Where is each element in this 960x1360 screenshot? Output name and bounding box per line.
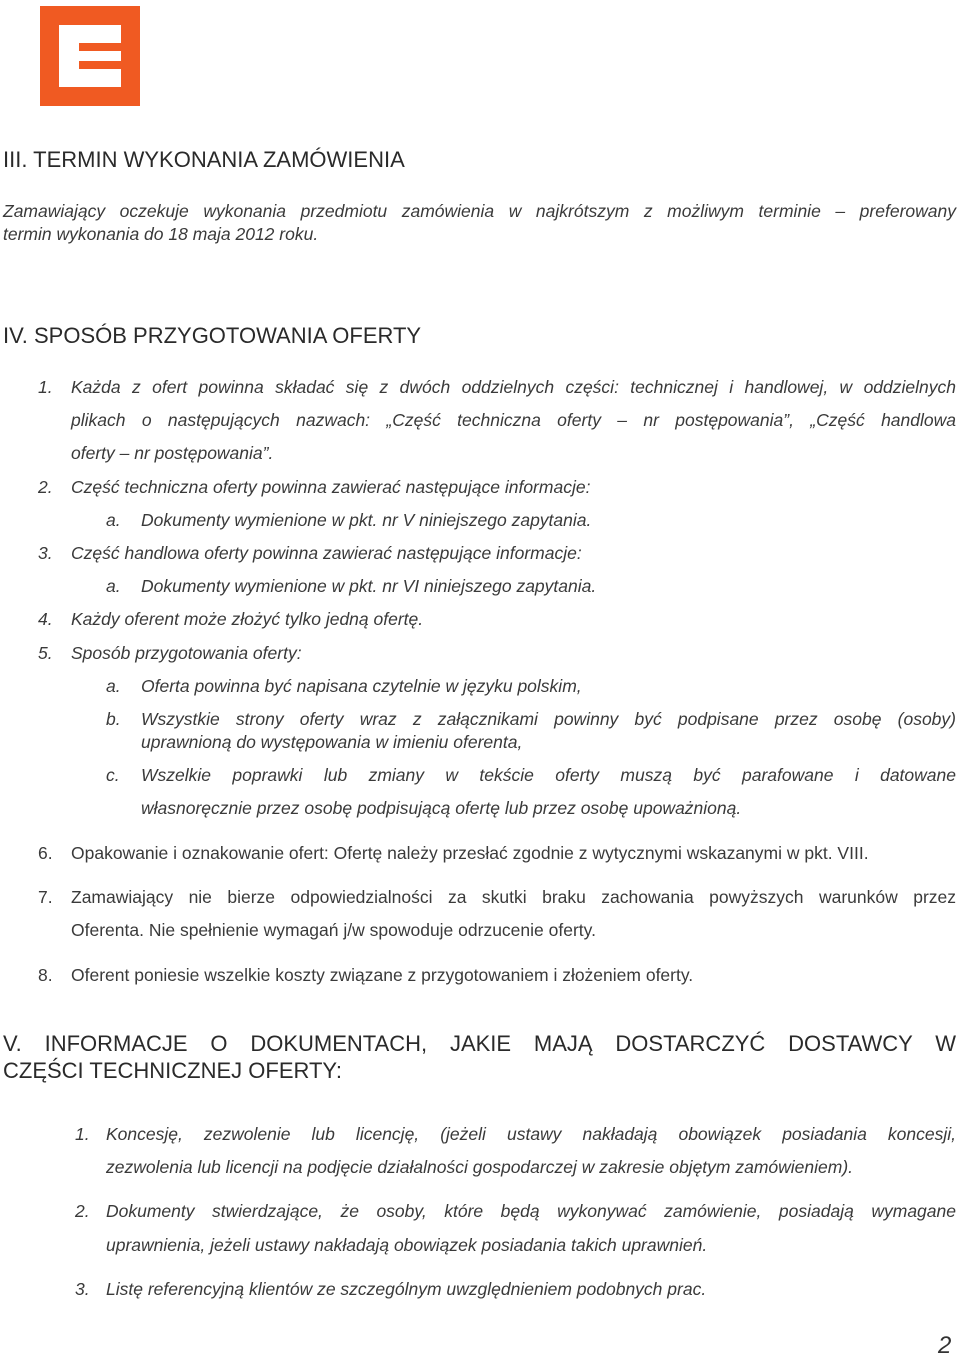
section-3-title: III. TERMIN WYKONANIA ZAMÓWIENIA (3, 147, 405, 172)
list-item-number: 8. (38, 965, 53, 985)
list-item-line: uprawnienia, jeżeli ustawy nakładają obowiązek posiadania takich uprawnień. (106, 1235, 708, 1255)
list-item-number: 2. (75, 1201, 90, 1221)
list-item-line: oferty – nr postępowania”. (71, 443, 274, 463)
page-number: 2 (938, 1332, 952, 1359)
list-item-number: 7. (38, 887, 53, 907)
sub-item-line: Dokumenty wymienione w pkt. nr VI niniejszego zapytania. (141, 576, 597, 596)
list-item-line: Część techniczna oferty powinna zawierać następujące informacje: (71, 477, 591, 497)
list-item-line: Koncesję, zezwolenie lub licencję, (jeżeli ustawy nakładają obowiązek posiadania koncesji, (106, 1124, 956, 1144)
list-item-line: Listę referencyjną klientów ze szczególnym uwzględnieniem podobnych prac. (106, 1279, 707, 1299)
section-5-title-line-2: CZĘŚCI TECHNICZNEJ OFERTY: (3, 1058, 343, 1083)
sub-item-letter: c. (106, 765, 120, 785)
section-3-line-1: Zamawiający oczekuje wykonania przedmiotu zamówienia w najkrótszym z możliwym terminie – preferowany (3, 201, 956, 221)
list-item-number: 1. (75, 1124, 90, 1144)
company-logo-icon (40, 6, 140, 106)
list-item-number: 2. (38, 477, 53, 497)
sub-item-letter: a. (106, 576, 121, 596)
list-item-line: Dokumenty stwierdzające, że osoby, które będą wykonywać zamówienie, posiadają wymagane (106, 1201, 956, 1221)
sub-item-line: Oferta powinna być napisana czytelnie w języku polskim, (141, 676, 582, 696)
list-item-line: Zamawiający nie bierze odpowiedzialności za skutki braku zachowania powyższych warunków przez (71, 887, 956, 907)
sub-item-letter: a. (106, 676, 121, 696)
sub-item-line: Dokumenty wymienione w pkt. nr V niniejszego zapytania. (141, 510, 592, 530)
list-item-line: Każda z ofert powinna składać się z dwóch oddzielnych części: technicznej i handlowej, w oddzielnych (71, 377, 956, 397)
sub-item-line: własnoręcznie przez osobę podpisującą ofertę lub przez osobę upoważnioną. (141, 798, 742, 818)
sub-item-line: Wszelkie poprawki lub zmiany w tekście oferty muszą być parafowane i datowane (141, 765, 956, 785)
list-item-line: zezwolenia lub licencji na podjęcie działalności gospodarczej w zakresie objętym zamówieniem). (106, 1157, 854, 1177)
list-item-number: 3. (38, 543, 53, 563)
list-item-line: Sposób przygotowania oferty: (71, 643, 302, 663)
list-item-line: Każdy oferent może złożyć tylko jedną ofertę. (71, 609, 424, 629)
sub-item-line: uprawnioną do występowania w imieniu oferenta, (141, 732, 523, 752)
list-item-number: 5. (38, 643, 53, 663)
section-3-line-2: termin wykonania do 18 maja 2012 roku. (3, 224, 319, 244)
list-item-line: Oferent poniesie wszelkie koszty związane z przygotowaniem i złożeniem oferty. (71, 965, 694, 985)
list-item-line: Część handlowa oferty powinna zawierać następujące informacje: (71, 543, 582, 563)
sub-item-letter: b. (106, 709, 121, 729)
section-4-title: IV. SPOSÓB PRZYGOTOWANIA OFERTY (3, 323, 422, 348)
section-5-title-line-1: V. INFORMACJE O DOKUMENTACH, JAKIE MAJĄ DOSTARCZYĆ DOSTAWCY W (3, 1031, 956, 1056)
list-item-number: 3. (75, 1279, 90, 1299)
list-item-line: plikach o następujących nazwach: „Część techniczna oferty – nr postępowania”, „Część handlowa (71, 410, 956, 430)
sub-item-line: Wszystkie strony oferty wraz z załącznikami powinny być podpisane przez osobę (osoby) (141, 709, 956, 729)
list-item-line: Opakowanie i oznakowanie ofert: Ofertę należy przesłać zgodnie z wytycznymi wskazanymi w pkt. VIII. (71, 843, 869, 863)
list-item-number: 6. (38, 843, 53, 863)
list-item-number: 4. (38, 609, 53, 629)
list-item-line: Oferenta. Nie spełnienie wymagań j/w spowoduje odrzucenie oferty. (71, 920, 596, 940)
list-item-number: 1. (38, 377, 53, 397)
sub-item-letter: a. (106, 510, 121, 530)
